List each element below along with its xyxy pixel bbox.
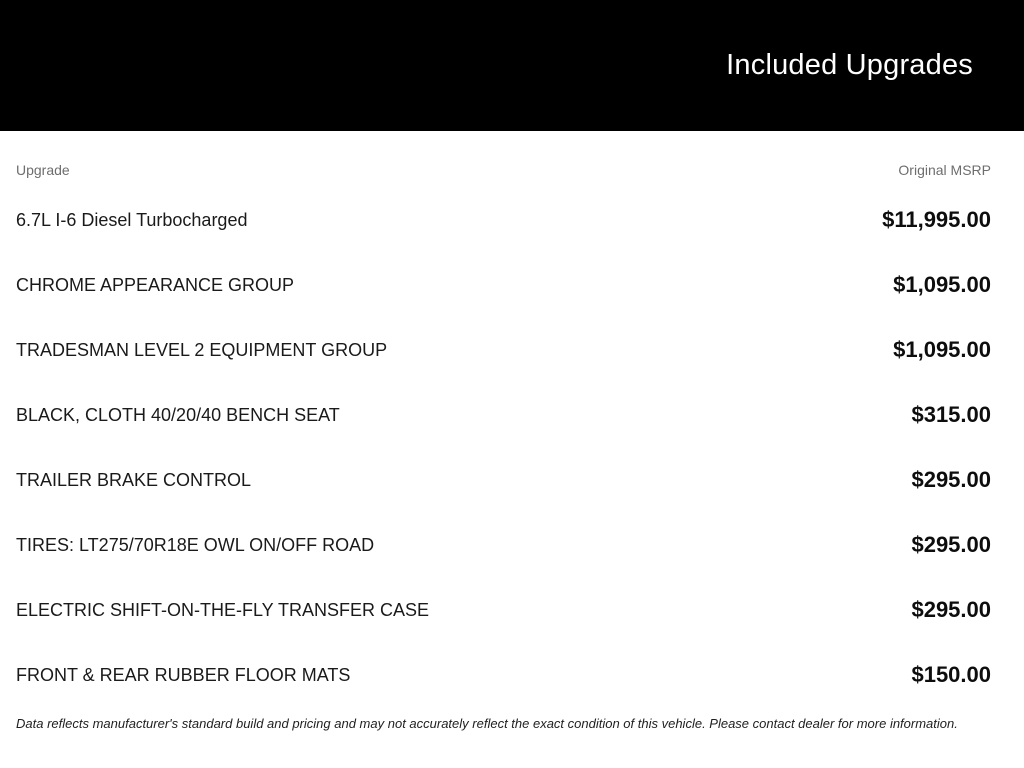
- included-upgrades-banner: [0, 0, 1024, 131]
- upgrade-msrp: $1,095.00: [893, 337, 991, 362]
- column-header-upgrade: Upgrade: [16, 162, 70, 178]
- table-row: [16, 532, 991, 558]
- table-row: [16, 272, 991, 298]
- page-title: Included Upgrades: [726, 49, 973, 81]
- table-row: [16, 402, 991, 428]
- upgrade-name: FRONT & REAR RUBBER FLOOR MATS: [16, 664, 351, 685]
- upgrade-name: TRAILER BRAKE CONTROL: [16, 469, 252, 490]
- upgrade-name: TIRES: LT275/70R18E OWL ON/OFF ROAD: [16, 534, 375, 555]
- upgrade-name: CHROME APPEARANCE GROUP: [16, 274, 295, 295]
- upgrades-table: [0, 162, 1024, 731]
- upgrade-msrp: $11,995.00: [882, 207, 991, 232]
- upgrade-msrp: $1,095.00: [893, 272, 991, 297]
- column-header-msrp: Original MSRP: [898, 162, 991, 178]
- upgrade-name: TRADESMAN LEVEL 2 EQUIPMENT GROUP: [16, 339, 388, 360]
- upgrade-name: ELECTRIC SHIFT-ON-THE-FLY TRANSFER CASE: [16, 599, 430, 620]
- data-disclaimer: Data reflects manufacturer's standard build and pricing and may not accurately reflect the exact condition of this vehicle. Please contact dealer for more information.: [16, 716, 958, 731]
- upgrade-name: 6.7L I-6 Diesel Turbocharged: [16, 209, 248, 230]
- table-row: [16, 337, 991, 363]
- table-header-row: [16, 162, 991, 178]
- table-row: [16, 662, 991, 688]
- table-row: [16, 207, 991, 233]
- table-row: [16, 467, 991, 493]
- upgrade-msrp: $150.00: [911, 662, 991, 687]
- upgrade-msrp: $295.00: [911, 597, 991, 622]
- upgrade-msrp: $315.00: [911, 402, 991, 427]
- upgrade-msrp: $295.00: [911, 532, 991, 557]
- upgrade-msrp: $295.00: [911, 467, 991, 492]
- table-row: [16, 597, 991, 623]
- upgrade-name: BLACK, CLOTH 40/20/40 BENCH SEAT: [16, 404, 340, 425]
